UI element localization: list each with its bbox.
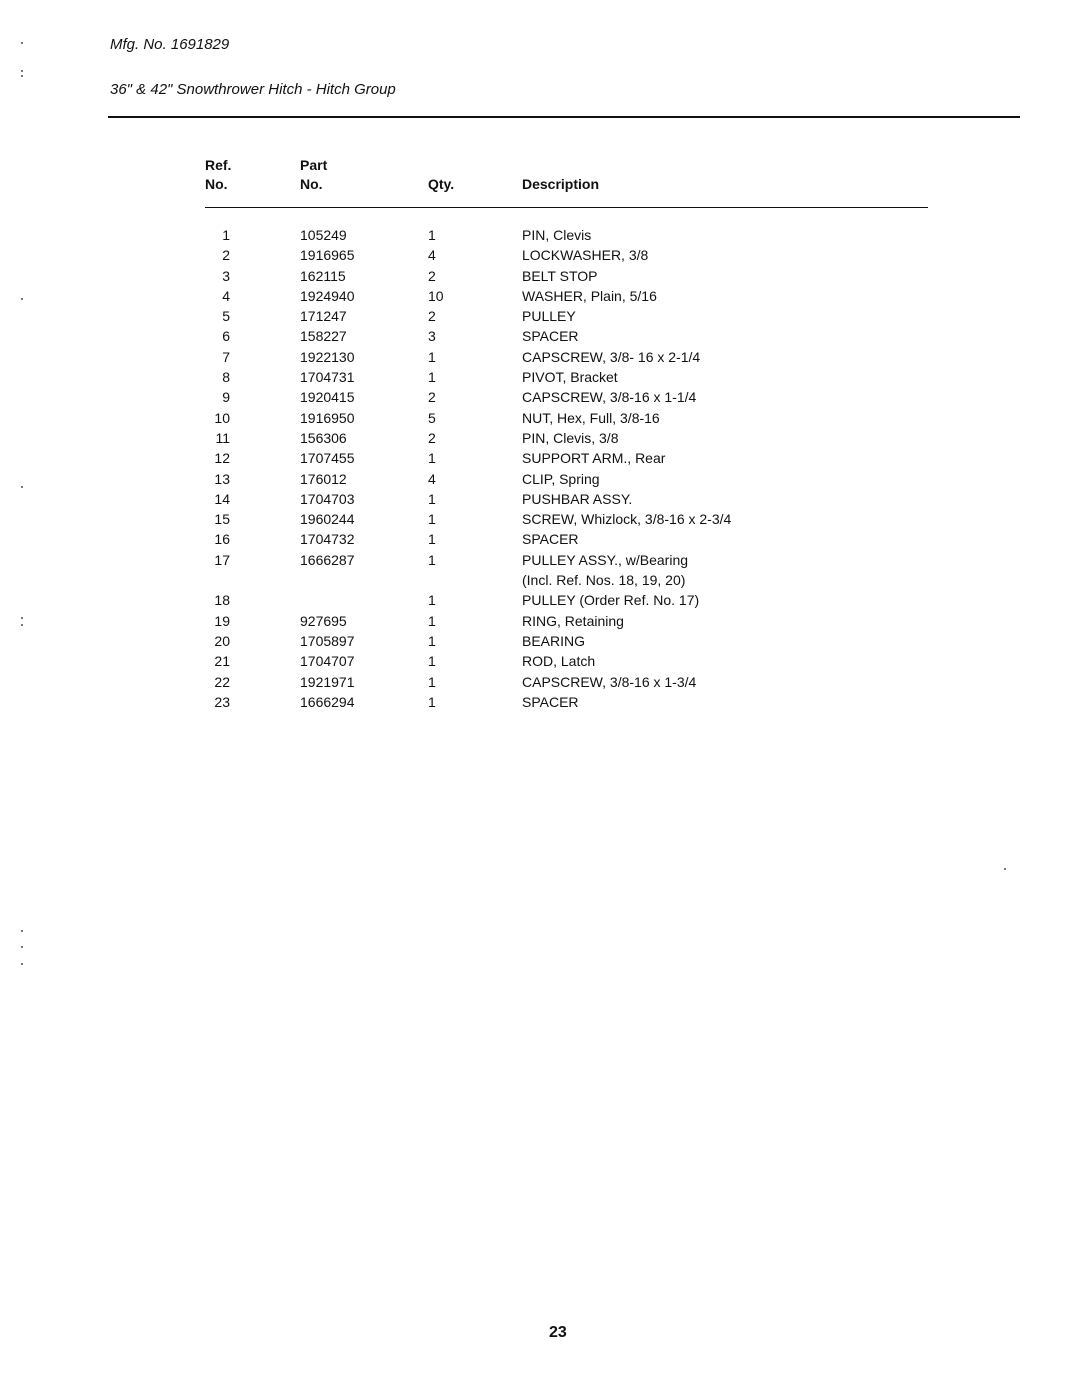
description-cell: (Incl. Ref. Nos. 18, 19, 20) [522, 572, 686, 589]
scan-speck [21, 42, 23, 44]
part-number-cell: 1666287 [300, 551, 355, 568]
description-cell: PIN, Clevis, 3/8 [522, 429, 619, 446]
description-cell: NUT, Hex, Full, 3/8-16 [522, 409, 660, 426]
qty-cell: 1 [428, 693, 436, 710]
qty-cell: 1 [428, 653, 436, 670]
description-cell: BELT STOP [522, 267, 598, 284]
part-number-cell: 1920415 [300, 389, 355, 406]
table-row [0, 326, 1080, 346]
part-number-cell: 1704731 [300, 369, 355, 386]
column-header-part-line2: No. [300, 176, 323, 192]
ref-cell: 11 [215, 429, 230, 446]
part-number-cell: 1705897 [300, 632, 355, 649]
part-number-cell: 176012 [300, 470, 347, 487]
table-row [0, 590, 1080, 610]
table-row [0, 469, 1080, 489]
ref-cell: 15 [214, 511, 230, 528]
qty-cell: 2 [428, 308, 436, 325]
description-cell: CLIP, Spring [522, 470, 600, 487]
qty-cell: 1 [428, 673, 436, 690]
part-number-cell: 1960244 [300, 511, 355, 528]
description-cell: CAPSCREW, 3/8- 16 x 2-1/4 [522, 348, 701, 365]
column-header-part-line1: Part [300, 157, 328, 173]
part-number-cell: 1704707 [300, 653, 355, 670]
description-cell: ROD, Latch [522, 653, 596, 670]
ref-cell: 21 [214, 653, 230, 670]
part-number-cell: 1707455 [300, 450, 355, 467]
qty-cell: 1 [428, 511, 436, 528]
column-header-description: Description [522, 176, 600, 192]
column-header-qty: Qty. [428, 176, 455, 192]
ref-cell: 7 [222, 348, 230, 365]
column-header-part [300, 156, 327, 194]
qty-cell: 1 [428, 531, 436, 548]
part-number-cell: 1704732 [300, 531, 355, 548]
qty-cell: 3 [428, 328, 436, 345]
table-row [0, 570, 1080, 590]
qty-cell: 1 [428, 348, 436, 365]
column-header-divider [205, 207, 928, 208]
description-cell: PULLEY ASSY., w/Bearing [522, 551, 689, 568]
qty-cell: 2 [428, 267, 436, 284]
table-row [0, 550, 1080, 570]
table-row [0, 509, 1080, 529]
table-row [0, 408, 1080, 428]
table-row [0, 692, 1080, 712]
ref-cell: 9 [222, 389, 230, 406]
table-row [0, 651, 1080, 671]
description-cell: CAPSCREW, 3/8-16 x 1-1/4 [522, 389, 697, 406]
ref-cell: 16 [214, 531, 230, 548]
ref-cell: 12 [214, 450, 230, 467]
scan-speck [21, 946, 23, 948]
part-number-cell: 1916965 [300, 247, 355, 264]
table-row [0, 448, 1080, 468]
description-cell: RING, Retaining [522, 612, 624, 629]
part-number-cell: 1922130 [300, 348, 355, 365]
part-number-cell: 156306 [300, 429, 347, 446]
ref-cell: 22 [214, 673, 230, 690]
column-header-ref-line1: Ref. [205, 157, 232, 173]
ref-cell: 8 [222, 369, 230, 386]
table-row [0, 266, 1080, 286]
ref-cell: 13 [214, 470, 230, 487]
part-number-cell: 162115 [300, 267, 346, 284]
scan-speck [21, 298, 23, 300]
ref-cell: 4 [222, 287, 230, 304]
qty-cell: 5 [428, 409, 436, 426]
table-row [0, 286, 1080, 306]
table-row [0, 529, 1080, 549]
qty-cell: 4 [428, 247, 436, 264]
part-number-cell: 105249 [300, 227, 347, 243]
description-cell: WASHER, Plain, 5/16 [522, 287, 657, 304]
qty-cell: 1 [428, 612, 436, 629]
part-number-cell: 1704703 [300, 490, 355, 507]
scan-speck [21, 624, 23, 626]
header-divider [108, 116, 1020, 118]
part-number-cell: 158227 [300, 328, 347, 345]
table-row [0, 631, 1080, 651]
ref-cell: 5 [222, 308, 230, 325]
description-cell: SPACER [522, 693, 579, 710]
qty-cell: 2 [428, 429, 436, 446]
description-cell: PULLEY [522, 308, 576, 325]
description-cell: PIN, Clevis [522, 227, 592, 243]
description-cell: PUSHBAR ASSY. [522, 490, 633, 507]
qty-cell: 1 [428, 592, 436, 609]
scan-speck [1004, 868, 1006, 870]
part-number-cell: 1924940 [300, 287, 355, 304]
description-cell: SUPPORT ARM., Rear [522, 450, 666, 467]
table-row [0, 225, 1080, 245]
ref-cell: 2 [222, 247, 230, 264]
part-number-cell: 1666294 [300, 693, 355, 710]
description-cell: SPACER [522, 531, 579, 548]
description-cell: BEARING [522, 632, 586, 649]
ref-cell: 6 [222, 328, 230, 345]
ref-cell: 20 [214, 632, 230, 649]
qty-cell: 1 [428, 551, 436, 568]
table-row [0, 672, 1080, 692]
table-row [0, 306, 1080, 326]
qty-cell: 1 [428, 632, 436, 649]
description-cell: PIVOT, Bracket [522, 369, 618, 386]
table-row [0, 611, 1080, 631]
column-header-ref [205, 156, 231, 194]
ref-cell: 18 [214, 592, 230, 609]
parts-list [0, 225, 1080, 712]
part-number-cell: 1921971 [300, 673, 355, 690]
column-header-ref-line2: No. [205, 176, 228, 192]
qty-cell: 1 [428, 490, 436, 507]
ref-cell: 1 [222, 227, 230, 243]
qty-cell: 2 [428, 389, 436, 406]
table-row [0, 387, 1080, 407]
table-row [0, 347, 1080, 367]
qty-cell: 1 [428, 450, 436, 467]
ref-cell: 17 [214, 551, 230, 568]
scan-speck [21, 486, 23, 488]
table-row [0, 367, 1080, 387]
table-row [0, 428, 1080, 448]
part-number-cell: 171247 [300, 308, 347, 325]
scan-speck [21, 617, 23, 619]
table-row [0, 489, 1080, 509]
ref-cell: 19 [214, 612, 230, 629]
ref-cell: 3 [222, 267, 230, 284]
description-cell: PULLEY (Order Ref. No. 17) [522, 592, 700, 609]
description-cell: SPACER [522, 328, 579, 345]
qty-cell: 1 [428, 227, 436, 243]
ref-cell: 23 [214, 693, 230, 710]
ref-cell: 10 [214, 409, 230, 426]
description-cell: LOCKWASHER, 3/8 [522, 247, 649, 264]
description-cell: SCREW, Whizlock, 3/8-16 x 2-3/4 [522, 511, 732, 528]
page-number: 23 [549, 1324, 567, 1341]
ref-cell: 14 [214, 490, 230, 507]
description-cell: CAPSCREW, 3/8-16 x 1-3/4 [522, 673, 697, 690]
mfg-number: Mfg. No. 1691829 [110, 36, 230, 53]
scan-speck [21, 930, 23, 932]
qty-cell: 10 [428, 287, 444, 304]
scan-speck [21, 75, 23, 77]
scan-speck [21, 70, 23, 72]
table-row [0, 245, 1080, 265]
part-number-cell: 927695 [300, 612, 347, 629]
scan-speck [21, 963, 23, 965]
qty-cell: 4 [428, 470, 436, 487]
part-number-cell: 1916950 [300, 409, 355, 426]
page-subtitle: 36" & 42" Snowthrower Hitch - Hitch Group [110, 81, 396, 98]
qty-cell: 1 [428, 369, 436, 386]
